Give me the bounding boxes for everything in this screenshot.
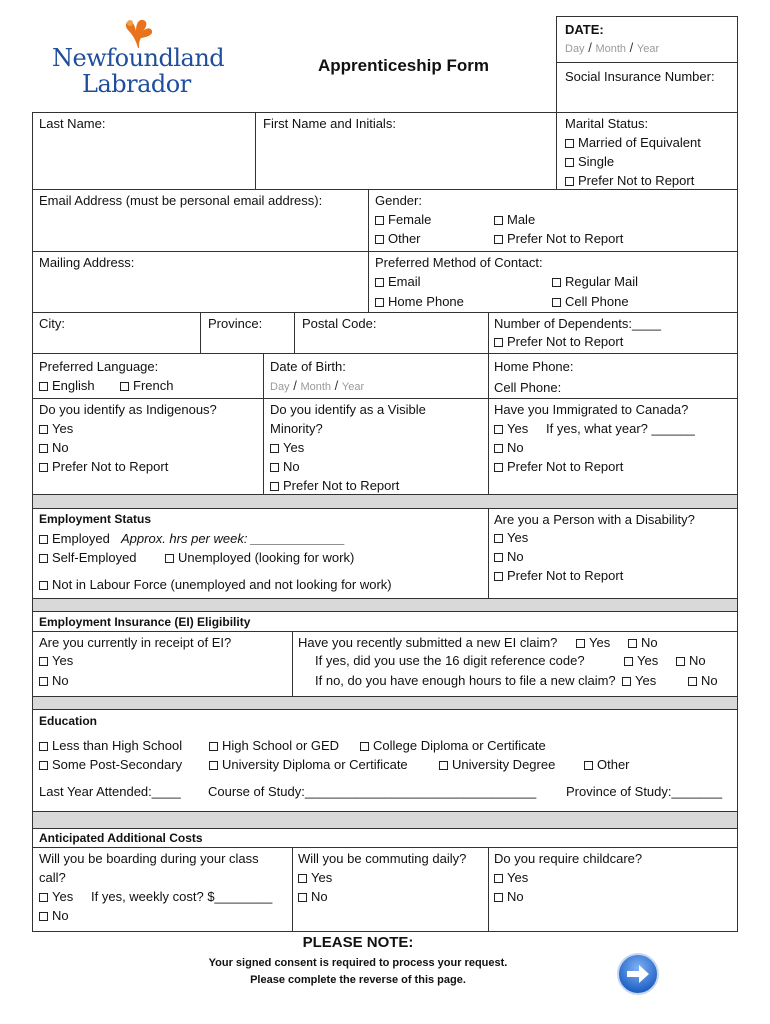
gender-label: Gender: xyxy=(375,193,422,208)
employment-not-in-labour-force[interactable]: Not in Labour Force (unemployed and not looking for work) xyxy=(39,575,392,594)
gender-other[interactable]: Other xyxy=(375,229,421,248)
checkbox[interactable] xyxy=(39,444,48,453)
costs-heading: Anticipated Additional Costs xyxy=(39,831,203,845)
checkbox[interactable] xyxy=(552,278,561,287)
checkbox[interactable] xyxy=(39,677,48,686)
contact-method-label: Preferred Method of Contact: xyxy=(375,255,543,270)
checkbox[interactable] xyxy=(622,677,631,686)
visible-minority-label-1: Do you identify as a Visible xyxy=(270,402,426,417)
boarding-label-1: Will you be boarding during your class xyxy=(39,851,259,866)
last-year-attended-field[interactable]: Last Year Attended:____ xyxy=(39,784,181,799)
checkbox[interactable] xyxy=(576,639,585,648)
contact-email[interactable]: Email xyxy=(375,272,421,291)
disability-prefer[interactable]: Prefer Not to Report xyxy=(494,566,623,585)
checkbox[interactable] xyxy=(39,657,48,666)
contact-regular-mail[interactable]: Regular Mail xyxy=(552,272,638,291)
form-title: Apprenticeship Form xyxy=(318,56,489,75)
ei-ref-code-yes[interactable]: Yes xyxy=(624,651,658,670)
please-note-heading: PLEASE NOTE: xyxy=(302,934,414,951)
ei-hours-no[interactable]: No xyxy=(688,671,718,690)
checkbox[interactable] xyxy=(688,677,697,686)
boarding-yes[interactable]: Yes xyxy=(39,887,73,906)
city-field[interactable]: City: xyxy=(39,316,65,331)
date-field[interactable]: Day / Month / Year xyxy=(565,40,660,55)
checkbox[interactable] xyxy=(375,298,384,307)
checkbox[interactable] xyxy=(39,581,48,590)
disability-no[interactable]: No xyxy=(494,547,524,566)
edu-univ-diploma[interactable]: University Diploma or Certificate xyxy=(209,755,408,774)
marital-option-married[interactable]: Married of Equivalent xyxy=(565,133,701,152)
indigenous-yes[interactable]: Yes xyxy=(39,419,73,438)
checkbox[interactable] xyxy=(39,425,48,434)
dob-label: Date of Birth: xyxy=(270,359,346,374)
childcare-label: Do you require childcare? xyxy=(494,851,643,866)
checkbox[interactable] xyxy=(209,742,218,751)
edu-less-hs[interactable]: Less than High School xyxy=(39,736,182,755)
logo xyxy=(52,14,225,102)
checkbox[interactable] xyxy=(494,553,503,562)
email-field[interactable]: Email Address (must be personal email address): xyxy=(39,193,323,208)
checkbox[interactable] xyxy=(584,761,593,770)
checkbox[interactable] xyxy=(676,657,685,666)
edu-some-post[interactable]: Some Post-Secondary xyxy=(39,755,182,774)
checkbox[interactable] xyxy=(375,216,384,225)
checkbox[interactable] xyxy=(39,382,48,391)
visible-minority-no[interactable]: No xyxy=(270,457,300,476)
education-heading: Education xyxy=(39,714,98,728)
ei-receipt-label: Are you currently in receipt of EI? xyxy=(39,635,232,650)
province-of-study-field[interactable]: Province of Study:_______ xyxy=(566,784,723,799)
employment-heading: Employment Status xyxy=(39,512,152,526)
checkbox[interactable] xyxy=(494,874,503,883)
checkbox[interactable] xyxy=(565,139,574,148)
marital-option-prefer[interactable]: Prefer Not to Report xyxy=(565,171,694,190)
ei-submitted-label: Have you recently submitted a new EI claim? xyxy=(298,635,558,650)
immigrated-no[interactable]: No xyxy=(494,438,524,457)
immigrated-prefer[interactable]: Prefer Not to Report xyxy=(494,457,623,476)
boarding-label-2: call? xyxy=(39,870,66,885)
last-name-field[interactable]: Last Name: xyxy=(39,116,106,131)
checkbox[interactable] xyxy=(494,463,503,472)
language-english[interactable]: English xyxy=(39,376,95,395)
ei-hours-label: If no, do you have enough hours to file a new claim? xyxy=(315,673,616,688)
boarding-no[interactable]: No xyxy=(39,906,69,925)
disability-yes[interactable]: Yes xyxy=(494,528,528,547)
commuting-no[interactable]: No xyxy=(298,887,328,906)
boarding-cost-field[interactable]: If yes, weekly cost? $________ xyxy=(91,889,273,904)
indigenous-no[interactable]: No xyxy=(39,438,69,457)
mailing-address-field[interactable]: Mailing Address: xyxy=(39,255,135,270)
contact-home-phone[interactable]: Home Phone xyxy=(375,292,464,311)
checkbox[interactable] xyxy=(624,657,633,666)
immigrated-year-field[interactable]: If yes, what year? ______ xyxy=(546,421,695,436)
edu-college[interactable]: College Diploma or Certificate xyxy=(360,736,546,755)
sin-label: Social Insurance Number: xyxy=(565,69,715,84)
course-of-study-field[interactable]: Course of Study:________________________________ xyxy=(208,784,537,799)
checkbox[interactable] xyxy=(39,893,48,902)
checkbox[interactable] xyxy=(270,444,279,453)
edu-hs-ged[interactable]: High School or GED xyxy=(209,736,339,755)
checkbox[interactable] xyxy=(270,482,279,491)
marital-status-label: Marital Status: xyxy=(565,116,649,131)
gender-female[interactable]: Female xyxy=(375,210,431,229)
checkbox[interactable] xyxy=(565,158,574,167)
gender-prefer[interactable]: Prefer Not to Report xyxy=(494,229,623,248)
checkbox[interactable] xyxy=(39,742,48,751)
contact-cell-phone[interactable]: Cell Phone xyxy=(552,292,629,311)
edu-other[interactable]: Other xyxy=(584,755,630,774)
logo-line1: Newfoundland xyxy=(52,44,225,72)
postal-code-field[interactable]: Postal Code: xyxy=(302,316,377,331)
visible-minority-yes[interactable]: Yes xyxy=(270,438,304,457)
dependents-prefer[interactable]: Prefer Not to Report xyxy=(494,332,623,351)
checkbox[interactable] xyxy=(298,893,307,902)
checkbox[interactable] xyxy=(375,235,384,244)
consent-note: Your signed consent is required to process your request. xyxy=(208,957,508,969)
visible-minority-prefer[interactable]: Prefer Not to Report xyxy=(270,476,399,495)
gender-male[interactable]: Male xyxy=(494,210,535,229)
checkbox[interactable] xyxy=(494,216,503,225)
commuting-label: Will you be commuting daily? xyxy=(298,851,467,866)
childcare-no[interactable]: No xyxy=(494,887,524,906)
language-label: Preferred Language: xyxy=(39,359,159,374)
checkbox[interactable] xyxy=(494,338,503,347)
checkbox[interactable] xyxy=(120,382,129,391)
employment-employed[interactable]: Employed xyxy=(39,529,110,548)
checkbox[interactable] xyxy=(494,235,503,244)
ei-ref-code-label: If yes, did you use the 16 digit reference code? xyxy=(315,653,585,668)
dependents-field[interactable]: Number of Dependents:____ xyxy=(494,316,661,331)
employment-unemployed[interactable]: Unemployed (looking for work) xyxy=(165,548,354,567)
first-name-field[interactable]: First Name and Initials: xyxy=(263,116,396,131)
checkbox[interactable] xyxy=(494,572,503,581)
checkbox[interactable] xyxy=(209,761,218,770)
ei-receipt-no[interactable]: No xyxy=(39,671,69,690)
visible-minority-label-2: Minority? xyxy=(270,421,323,436)
ei-submitted-no[interactable]: No xyxy=(628,633,658,652)
province-field[interactable]: Province: xyxy=(208,316,263,331)
checkbox[interactable] xyxy=(39,912,48,921)
childcare-yes[interactable]: Yes xyxy=(494,868,528,887)
checkbox[interactable] xyxy=(565,177,574,186)
checkbox[interactable] xyxy=(39,535,48,544)
ei-receipt-yes[interactable]: Yes xyxy=(39,651,73,670)
cell-phone-field[interactable]: Cell Phone: xyxy=(494,380,562,395)
immigrated-yes[interactable]: Yes xyxy=(494,419,528,438)
ei-ref-code-no[interactable]: No xyxy=(676,651,706,670)
home-phone-field[interactable]: Home Phone: xyxy=(494,359,574,374)
checkbox[interactable] xyxy=(360,742,369,751)
ei-submitted-yes[interactable]: Yes xyxy=(576,633,610,652)
checkbox[interactable] xyxy=(494,893,503,902)
checkbox[interactable] xyxy=(39,463,48,472)
language-french[interactable]: French xyxy=(120,376,173,395)
checkbox[interactable] xyxy=(39,761,48,770)
checkbox[interactable] xyxy=(165,554,174,563)
marital-option-single[interactable]: Single xyxy=(565,152,614,171)
checkbox[interactable] xyxy=(494,425,503,434)
disability-label: Are you a Person with a Disability? xyxy=(494,512,695,527)
approx-hours-field[interactable]: Approx. hrs per week: _____________ xyxy=(121,531,346,546)
dob-field[interactable]: Day / Month / Year xyxy=(270,378,365,393)
checkbox[interactable] xyxy=(628,639,637,648)
indigenous-prefer[interactable]: Prefer Not to Report xyxy=(39,457,168,476)
checkbox[interactable] xyxy=(298,874,307,883)
date-year: Year xyxy=(636,43,660,55)
next-page-arrow-icon[interactable] xyxy=(616,952,660,996)
checkbox[interactable] xyxy=(270,463,279,472)
checkbox[interactable] xyxy=(39,554,48,563)
date-label: DATE: xyxy=(565,22,604,37)
date-month: Month xyxy=(595,43,627,55)
logo-line2: Labrador xyxy=(82,70,191,98)
ei-heading: Employment Insurance (EI) Eligibility xyxy=(39,615,251,629)
checkbox[interactable] xyxy=(552,298,561,307)
commuting-yes[interactable]: Yes xyxy=(298,868,332,887)
employment-self-employed[interactable]: Self-Employed xyxy=(39,548,137,567)
ei-hours-yes[interactable]: Yes xyxy=(622,671,656,690)
checkbox[interactable] xyxy=(494,444,503,453)
immigrated-label: Have you Immigrated to Canada? xyxy=(494,402,689,417)
checkbox[interactable] xyxy=(375,278,384,287)
date-day: Day xyxy=(565,43,585,55)
checkbox[interactable] xyxy=(439,761,448,770)
edu-univ-degree[interactable]: University Degree xyxy=(439,755,555,774)
indigenous-label: Do you identify as Indigenous? xyxy=(39,402,217,417)
reverse-note: Please complete the reverse of this page. xyxy=(250,974,466,986)
checkbox[interactable] xyxy=(494,534,503,543)
